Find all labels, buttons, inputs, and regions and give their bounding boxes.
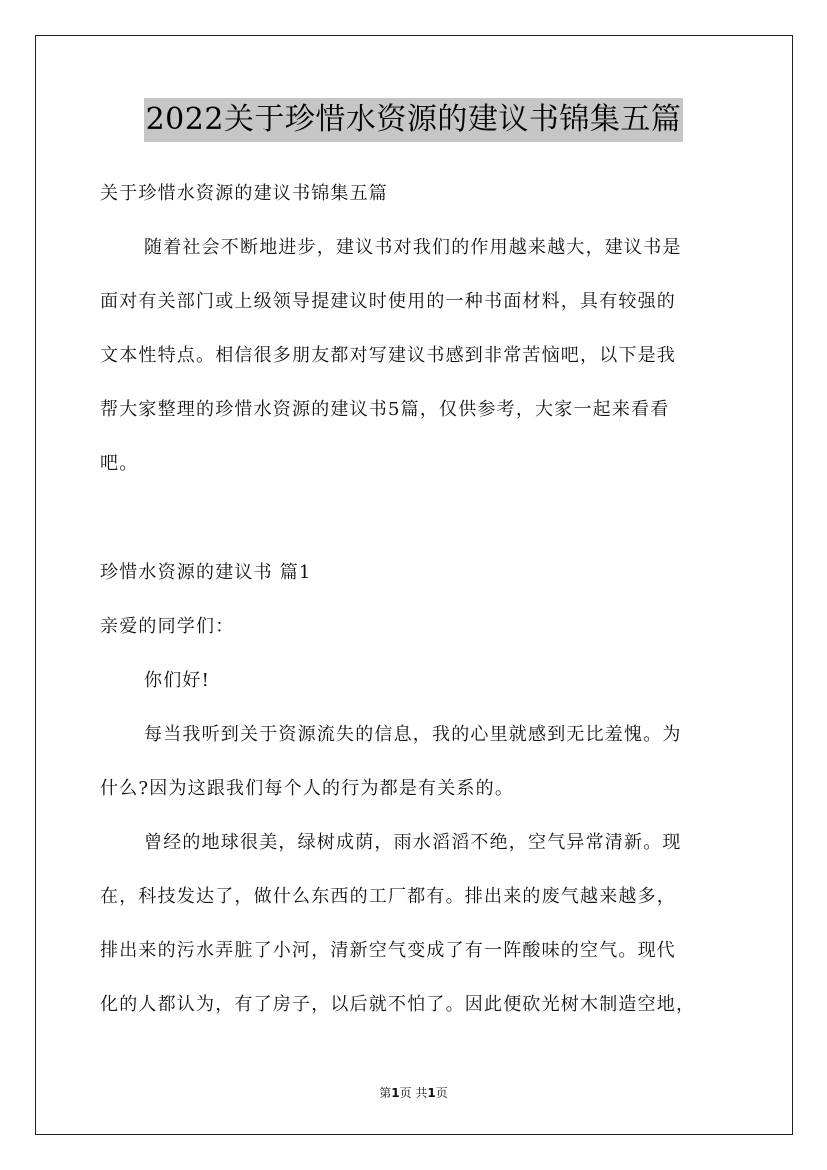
- greeting: 你们好!: [144, 670, 211, 691]
- paragraph2-line-4: 化的人都认为，有了房子，以后就不怕了。因此便砍光树木制造空地，: [100, 994, 696, 1015]
- page-footer: [0, 1085, 827, 1101]
- intro-line-3: 文本性特点。相信很多朋友都对写建议书感到非常苦恼吧，以下是我: [100, 345, 676, 366]
- footer-page-mid: 页 共: [399, 1086, 428, 1100]
- paragraph2-line-3: 排出来的污水弄脏了小河，清新空气变成了有一阵酸味的空气。现代: [100, 940, 676, 961]
- footer-page-prefix: 第: [379, 1086, 392, 1100]
- intro-line-4: 帮大家整理的珍惜水资源的建议书5篇，仅供参考，大家一起来看看: [100, 399, 670, 420]
- document-subtitle: 关于珍惜水资源的建议书锦集五篇: [100, 183, 388, 204]
- footer-page-suffix: 页: [435, 1086, 448, 1100]
- footer-page-current: 1: [391, 1086, 400, 1100]
- title-container: [0, 98, 827, 142]
- document-title: 2022关于珍惜水资源的建议书锦集五篇: [144, 98, 684, 142]
- section-heading: 珍惜水资源的建议书 篇1: [100, 562, 312, 583]
- paragraph1-line-2: 什么?因为这跟我们每个人的行为都是有关系的。: [100, 778, 515, 799]
- intro-line-5: 吧。: [100, 453, 139, 474]
- paragraph2-line-1: 曾经的地球很美，绿树成荫，雨水滔滔不绝，空气异常清新。现: [144, 832, 682, 853]
- paragraph1-line-1: 每当我听到关于资源流失的信息，我的心里就感到无比羞愧。为: [144, 724, 682, 745]
- footer-page-total: 1: [427, 1086, 436, 1100]
- salutation: 亲爱的同学们：: [100, 616, 235, 637]
- intro-line-1: 随着社会不断地进步，建议书对我们的作用越来越大，建议书是: [144, 237, 682, 258]
- intro-line-2: 面对有关部门或上级领导提建议时使用的一种书面材料，具有较强的: [100, 291, 676, 312]
- paragraph2-line-2: 在，科技发达了，做什么东西的工厂都有。排出来的废气越来越多，: [100, 886, 676, 907]
